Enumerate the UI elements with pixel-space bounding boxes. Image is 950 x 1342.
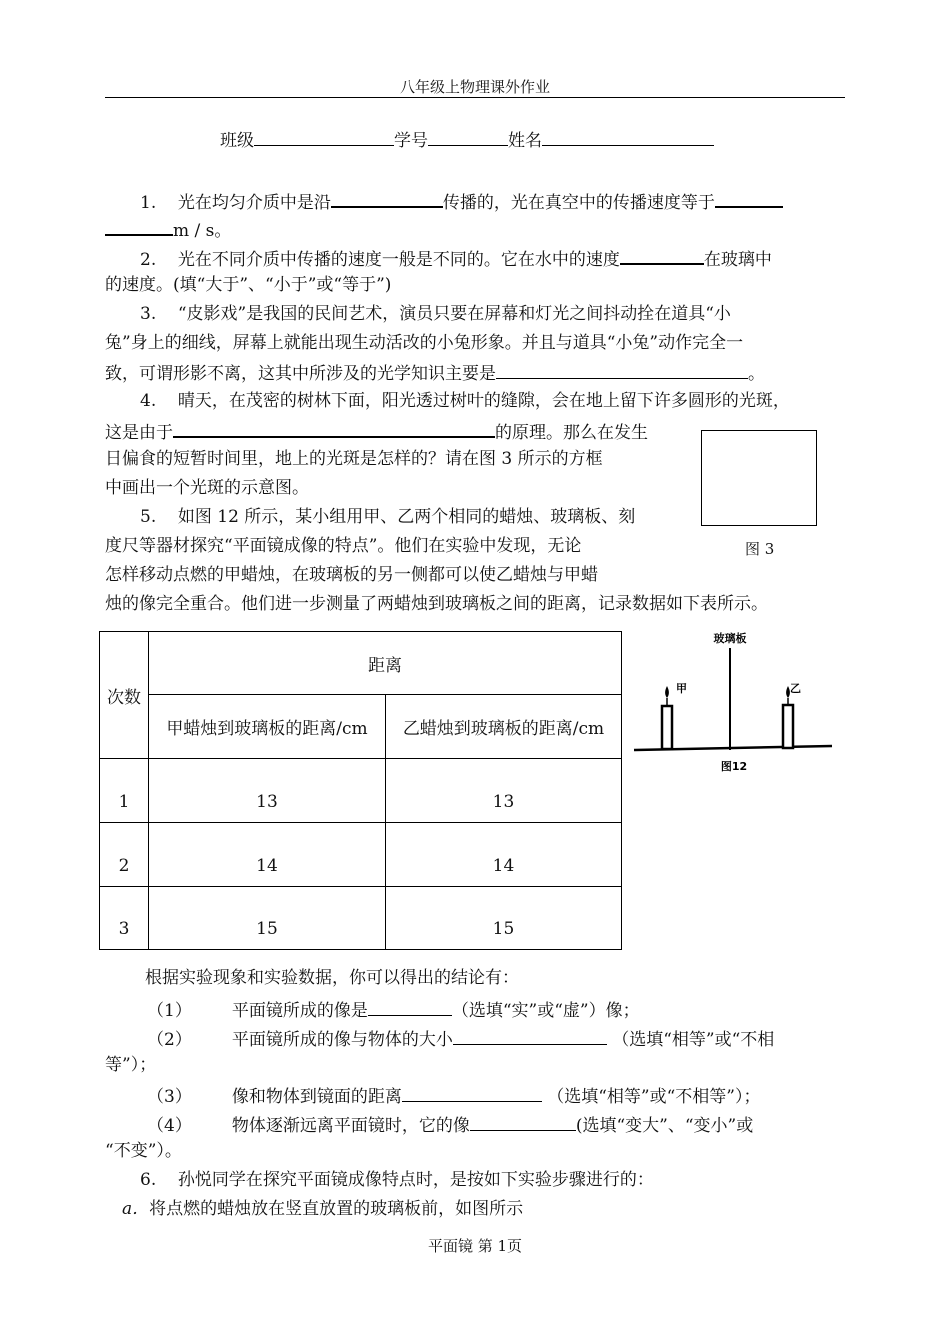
candle-a [662,686,672,749]
question-3-line-1 [140,304,731,324]
question-4-text: 晴天，在茂密的树林下面，阳光透过树叶的缝隙，会在地上留下许多圆形的光斑， [177,391,790,411]
conclusion-4-blank[interactable] [470,1113,576,1131]
conclusion-3-number: （3） [147,1087,192,1107]
question-2-blank[interactable] [620,247,704,265]
table-cell-distance-b: 14 [386,823,622,887]
conclusion-3-text: （选填“相等”或“不相等”）； [547,1087,761,1107]
table-header-count: 次数 [100,632,149,759]
candle-a-label: 甲 [676,682,687,695]
question-2-text: 光在不同介质中传播的速度一般是不同的。它在水中的速度 [177,250,620,270]
table-header-candle-a: 甲蜡烛到玻璃板的距离/cm [149,695,386,759]
candle-b [783,686,793,748]
class-label: 班级 [220,131,254,151]
conclusion-1 [147,998,640,1021]
question-1-blank-2-start[interactable] [715,190,783,208]
table-cell-count: 3 [100,887,149,950]
conclusion-1-number: （1） [147,1001,192,1021]
name-blank[interactable] [542,128,714,146]
conclusion-2-text: （选填“相等”或“不相 [612,1030,775,1050]
table-cell-count: 1 [100,759,149,823]
question-6-line-1 [140,1170,654,1190]
question-5-number: 5. [140,507,157,527]
question-2-text: 在玻璃中 [703,250,772,270]
table-cell-distance-b: 13 [386,759,622,823]
question-4-text: 这是由于 [105,423,173,443]
table-row [100,887,622,950]
question-3-text: “皮影戏”是我国的民间艺术，演员只要在屏幕和灯光之间抖动拴在道具“小 [177,304,731,324]
measurement-table [99,631,622,950]
candle-b-label: 乙 [790,682,801,695]
page-header-title: 八年级上物理课外作业 [399,78,550,96]
question-5-line-4: 烛的像完全重合。他们进一步测量了两蜡烛到玻璃板之间的距离，记录数据如下表所示。 [105,594,768,614]
figure-3-caption: 图 3 [745,540,775,558]
page-footer: 平面镜 第 1页 [427,1237,523,1255]
table-header-distance: 距离 [149,632,622,695]
question-5-line-1 [140,507,635,527]
conclusions-intro: 根据实验现象和实验数据，你可以得出的结论有： [145,968,519,988]
table-cell-distance-b: 15 [386,887,622,950]
figure-12-diagram [630,628,840,778]
conclusion-2-cont: 等”）； [105,1055,157,1075]
question-5-text: 如图 12 所示，某小组用甲、乙两个相同的蜡烛、玻璃板、刻 [177,507,636,527]
conclusion-2-blank[interactable] [453,1027,607,1045]
glass-plate-label: 玻璃板 [713,632,747,645]
question-1-text: 光在均匀介质中是沿 [177,193,331,213]
question-6-text: 孙悦同学在探究平面镜成像特点时，是按如下实验步骤进行的： [177,1170,654,1190]
student-id-blank[interactable] [428,128,508,146]
conclusion-2 [147,1027,774,1050]
question-3-line-2: 兔”身上的细线，屏幕上就能出现生动活改的小兔形象。并且与道具“小兔”动作完全一 [105,333,744,353]
question-5-line-3: 怎样移动点燃的甲蜡烛，在玻璃板的另一侧都可以使乙蜡烛与甲蜡 [105,565,598,585]
name-label: 姓名 [508,131,542,151]
conclusion-4-text: (选填“变大”、“变小”或 [575,1116,754,1136]
question-3-text: 。 [748,364,765,384]
question-6-step-a-text: 将点燃的蜡烛放在竖直放置的玻璃板前，如图所示 [149,1199,524,1219]
question-2-line-1 [140,247,772,270]
student-id-label: 学号 [394,131,428,151]
conclusion-2-number: （2） [147,1030,192,1050]
figure-12-caption: 图12 [720,760,748,773]
question-6-number: 6. [140,1170,157,1190]
question-4-blank[interactable] [173,420,495,438]
question-4-line-2 [105,420,648,443]
student-info-line [220,128,714,151]
question-5-line-2: 度尺等器材探究“平面镜成像的特点”。他们在实验中发现，无论 [105,536,582,556]
conclusion-4-number: （4） [147,1116,192,1136]
header-divider [105,97,845,98]
table-cell-count: 2 [100,823,149,887]
question-1-text: 传播的，光在真空中的传播速度等于 [442,193,715,213]
conclusion-4 [147,1113,753,1136]
question-1-blank-1[interactable] [331,190,443,208]
figure-3-drawing-box[interactable] [701,430,817,526]
question-3-blank[interactable] [496,361,748,379]
question-6-step-a-label: a． [122,1199,150,1219]
table-cell-distance-a: 13 [149,759,386,823]
conclusion-3 [147,1084,761,1107]
conclusion-2-text: 平面镜所成的像与物体的大小 [231,1030,453,1050]
table-cell-distance-a: 14 [149,823,386,887]
conclusion-3-text: 像和物体到镜面的距离 [231,1087,402,1107]
question-2-number: 2. [140,250,157,270]
question-1-blank-2-end[interactable] [105,218,173,236]
table-cell-distance-a: 15 [149,887,386,950]
question-3-text: 致，可谓形影不离，这其中所涉及的光学知识主要是 [105,364,496,384]
question-4-line-1 [140,391,790,411]
conclusion-3-blank[interactable] [402,1084,542,1102]
question-1-line-1 [140,190,783,213]
conclusion-4-text: 物体逐渐远离平面镜时，它的像 [231,1116,470,1136]
question-6-step-a [122,1199,523,1219]
conclusion-1-text: （选填“实”或“虚”）像； [451,1001,640,1021]
conclusion-1-text: 平面镜所成的像是 [231,1001,368,1021]
question-4-text: 的原理。那么在发生 [495,423,648,443]
conclusion-1-blank[interactable] [368,998,452,1016]
question-1-unit: m / s。 [173,221,232,241]
question-2-line-2: 的速度。(填“大于”、“小于”或“等于”) [105,275,392,295]
question-1-number: 1. [140,193,157,213]
question-4-number: 4. [140,391,157,411]
class-blank[interactable] [254,128,394,146]
table-row [100,759,622,823]
table-header-candle-b: 乙蜡烛到玻璃板的距离/cm [386,695,622,759]
question-1-line-2 [105,218,231,241]
table-row [100,823,622,887]
question-3-line-3 [105,361,765,384]
question-3-number: 3. [140,304,157,324]
question-4-line-4: 中画出一个光斑的示意图。 [105,478,309,498]
question-4-line-3: 日偏食的短暂时间里，地上的光斑是怎样的？请在图 3 所示的方框 [105,449,603,469]
conclusion-4-cont: “不变”）。 [105,1141,182,1161]
